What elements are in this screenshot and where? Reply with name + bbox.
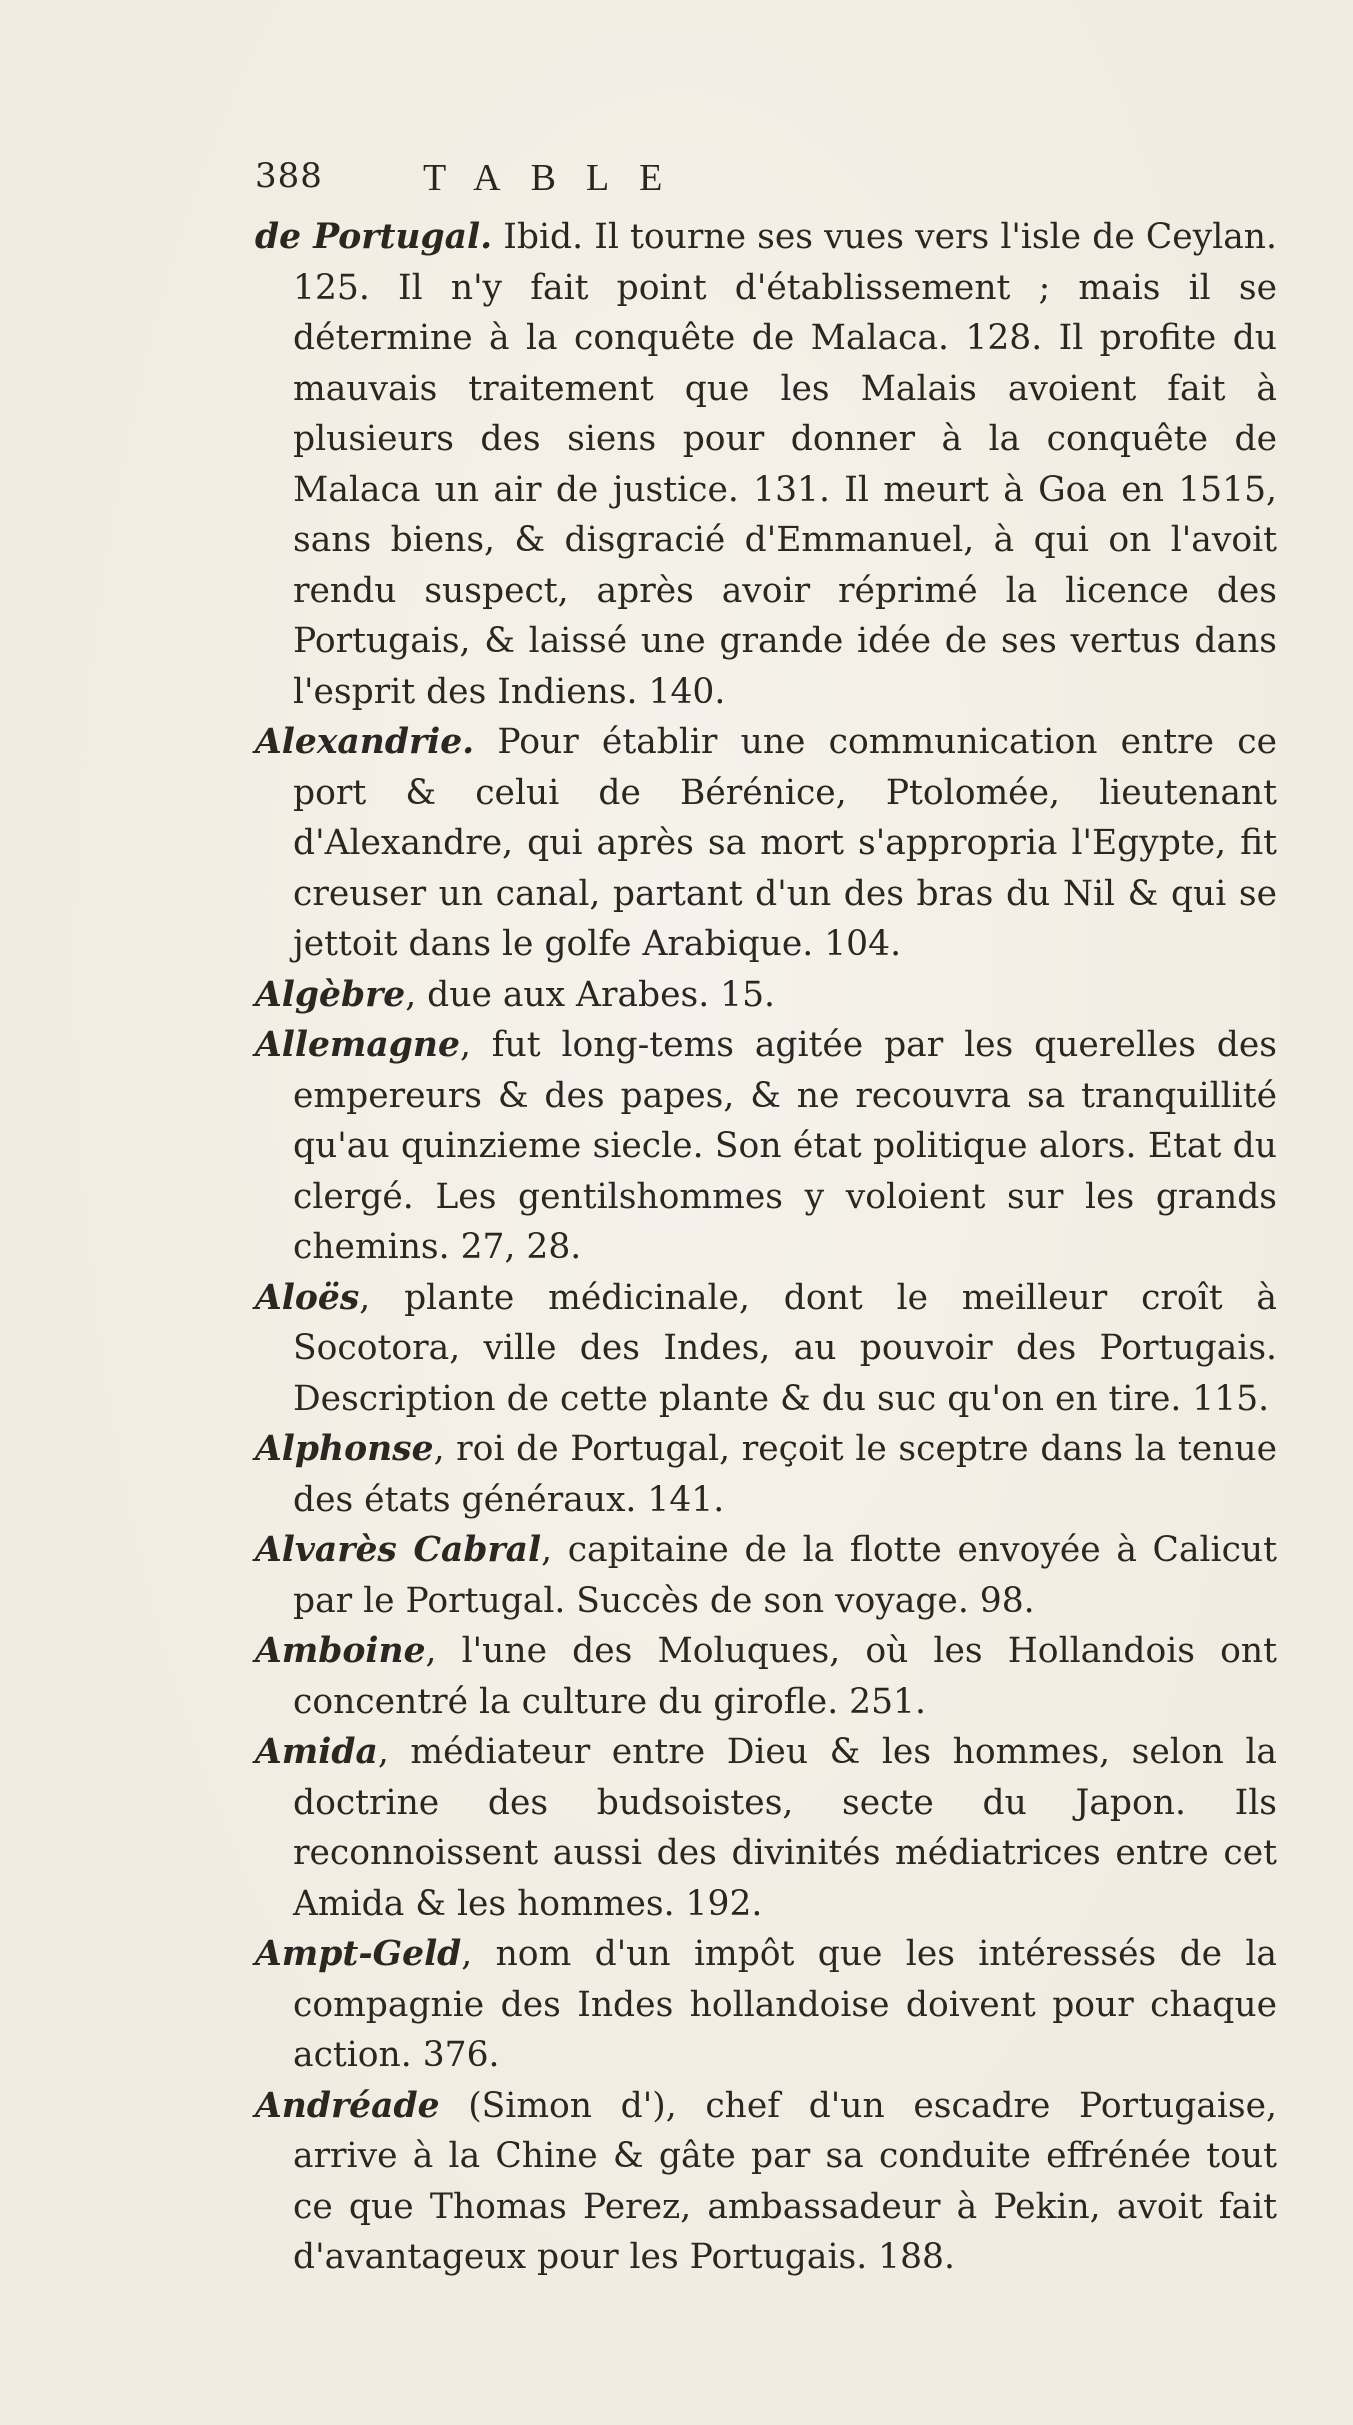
index-entry xyxy=(255,212,1277,717)
entry-term: Alvarès Cabral xyxy=(255,1530,542,1570)
entry-text: , roi de Portugal, reçoit le sceptre dans la tenue des états généraux. 141. xyxy=(293,1429,1277,1520)
entry-text: , due aux Arabes. 15. xyxy=(405,974,776,1015)
entry-term: Aloës xyxy=(255,1277,360,1318)
index-entry xyxy=(255,1424,1277,1525)
index-entry xyxy=(255,1525,1277,1626)
page-number: 388 xyxy=(255,156,323,196)
entry-term: Ampt-Geld xyxy=(255,1934,462,1974)
index-entry xyxy=(255,1626,1277,1727)
entry-term: Allemagne xyxy=(255,1025,460,1065)
entry-term: de Portugal. xyxy=(255,217,493,257)
index-entry xyxy=(255,1727,1277,1929)
entry-term: Amida xyxy=(255,1732,378,1772)
index-entry xyxy=(255,717,1277,970)
entry-text: , plante médicinale, dont le meilleur croît à Socotora, ville des Indes, au pouvoir des Portugais. Description de cette plante & du suc qu'on en tire. 115. xyxy=(293,1277,1277,1419)
entry-text: , l'une des Moluques, où les Hollandois ont concentré la culture du girofle. 251. xyxy=(293,1631,1277,1722)
entry-text: , médiateur entre Dieu & les hommes, selon la doctrine des budsoistes, secte du Japon. Ils reconnoissent aussi des divinités médiatrices entre cet Amida & les hommes. 192. xyxy=(293,1732,1277,1924)
entry-text: , nom d'un impôt que les intéressés de la compagnie des Indes hollandoise doivent pour chaque action. 376. xyxy=(293,1934,1277,2075)
index-entries xyxy=(255,212,1277,2283)
entry-term: Andréade xyxy=(255,2085,440,2126)
index-entry xyxy=(255,970,1277,1021)
page-header xyxy=(255,156,1155,216)
index-entry xyxy=(255,2081,1277,2283)
index-entry xyxy=(255,1020,1277,1273)
running-title: TABLE xyxy=(423,157,693,199)
entry-term: Alexandrie. xyxy=(255,722,475,762)
entry-text: , capitaine de la flotte envoyée à Calicut par le Portugal. Succès de son voyage. 98. xyxy=(293,1530,1277,1621)
entry-text: (Simon d'), chef d'un escadre Portugaise, arrive à la Chine & gâte par sa conduite effrénée tout ce que Thomas Perez, ambassadeur à Pekin, avoit fait d'avantageux pour les Portugais. 188. xyxy=(293,2085,1277,2277)
entry-text: , fut long-tems agitée par les querelles des empereurs & des papes, & ne recouvra sa tranquillité qu'au quinzieme siecle. Son état politique alors. Etat du clergé. Les gentilshommes y voloient sur les grands chemins. 27, 28. xyxy=(293,1025,1277,1267)
index-entry xyxy=(255,1929,1277,2081)
entry-text: Pour établir une communication entre ce port & celui de Bérénice, Ptolomée, lieutenant d'Alexandre, qui après sa mort s'appropria l'Egypte, fit creuser un canal, partant d'un des bras du Nil & qui se jettoit dans le golfe Arabique. 104. xyxy=(293,722,1277,964)
entry-term: Amboine xyxy=(255,1631,426,1671)
entry-term: Alphonse xyxy=(255,1429,434,1469)
entry-text: Ibid. Il tourne ses vues vers l'isle de Ceylan. 125. Il n'y fait point d'établissement ; mais il se détermine à la conquête de Malaca. 128. Il profite du mauvais traitement que les Malais avoient fait à plusieurs des siens pour donner à la conquête de Malaca un air de justice. 131. Il meurt à Goa en 1515, sans biens, & disgracié d'Emmanuel, à qui on l'avoit rendu suspect, après avoir réprimé la licence des Portugais, & laissé une grande idée de ses vertus dans l'esprit des Indiens. 140. xyxy=(293,217,1277,712)
entry-term: Algèbre xyxy=(255,974,406,1015)
index-entry xyxy=(255,1273,1277,1425)
